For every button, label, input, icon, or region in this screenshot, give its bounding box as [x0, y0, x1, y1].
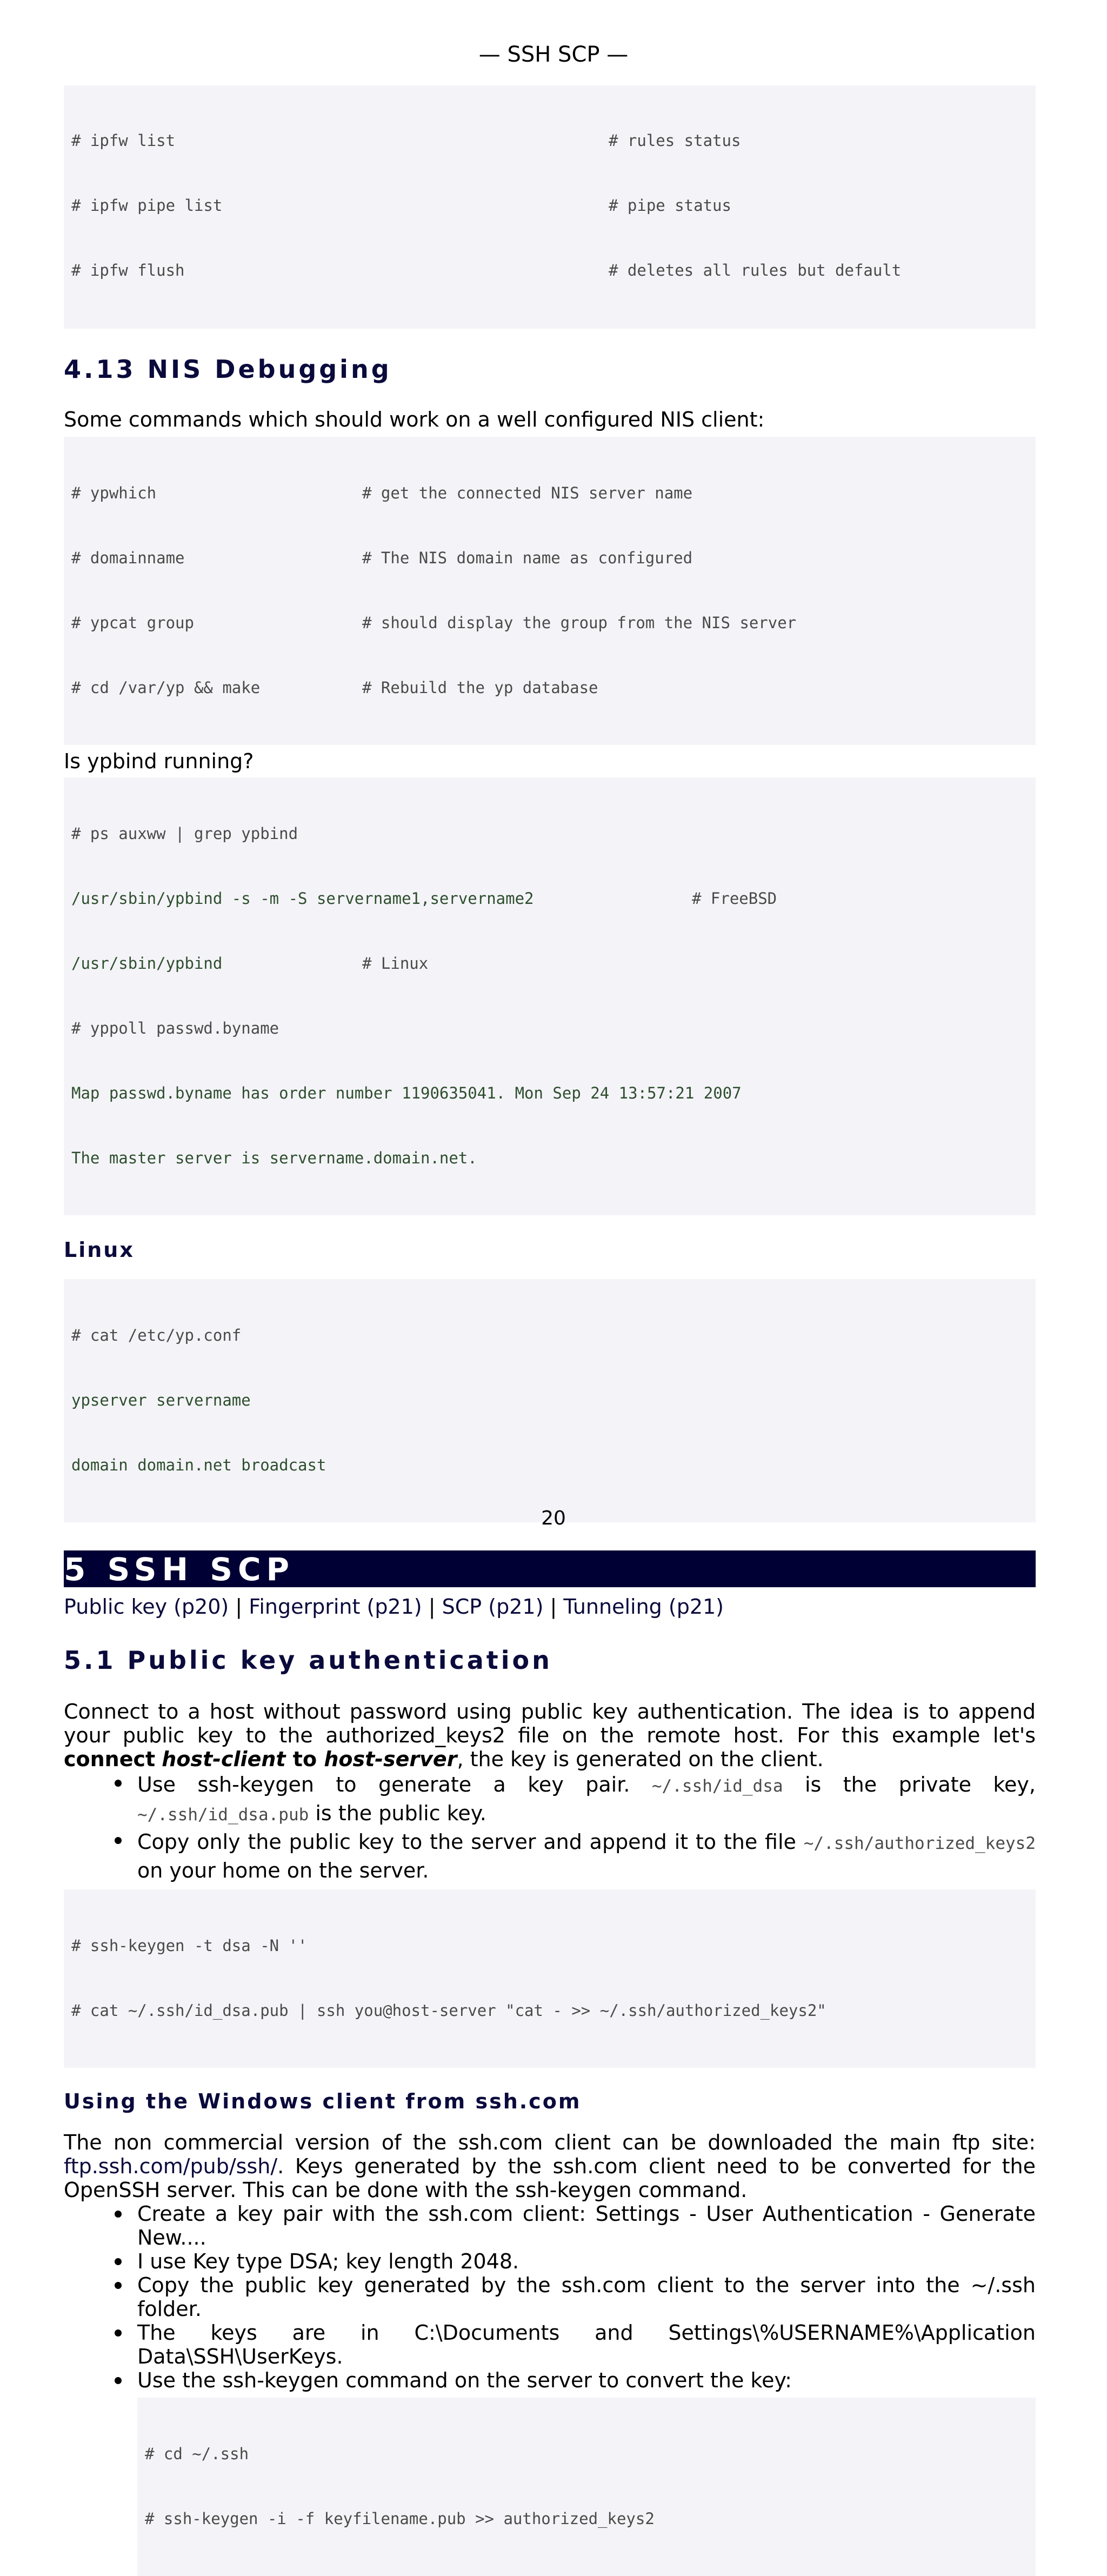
subheading-windows-client: Using the Windows client from ssh.com [64, 2089, 582, 2113]
windows-paragraph [64, 2131, 1036, 2202]
chapter-nav [64, 1595, 1036, 1619]
code-line [71, 1147, 1028, 1169]
code-comment: # get the connected NIS server name [362, 484, 693, 502]
text: is the public key. [315, 1801, 486, 1825]
code-output: Map passwd.byname has order number 1190635041. Mon Sep 24 13:57:21 2007 [71, 1084, 742, 1102]
nis-intro: Some commands which should work on a well configured NIS client: [64, 408, 765, 431]
list-item [137, 1771, 1036, 1828]
code-line [71, 259, 1028, 281]
code-command: # ipfw list [71, 131, 176, 150]
code-line [71, 130, 1028, 151]
code-line [71, 195, 1028, 216]
list-item: Copy the public key generated by the ssh.com client to the server into the ~/.ssh folder. [137, 2273, 1036, 2321]
code-comment: # Linux [362, 954, 429, 973]
code-block-ypbind [64, 777, 1036, 1215]
code-command: # ssh-keygen -i -f keyfilename.pub >> authorized_keys2 [145, 2510, 655, 2528]
inline-code: ~/.ssh/id_dsa.pub [137, 1805, 309, 1825]
code-line [71, 1324, 1028, 1346]
code-comment: # rules status [609, 131, 741, 150]
list-item [137, 1828, 1036, 1884]
code-output: domain domain.net broadcast [71, 1456, 326, 1474]
code-command: # yppoll passwd.byname [71, 1019, 279, 1037]
code-command: # ypwhich [71, 484, 157, 502]
list-item: Use the ssh-keygen command on the server to convert the key: [137, 2368, 1036, 2392]
text: Use ssh-keygen to generate a key pair. [137, 1773, 630, 1796]
inline-code: ~/.ssh/id_dsa [651, 1776, 783, 1796]
section-heading-public-key: 5.1 Public key authentication [64, 1646, 552, 1675]
list-item: The keys are in C:\Documents and Settings\%USERNAME%\Application Data\SSH\UserKeys. [137, 2321, 1036, 2368]
code-line [71, 823, 1028, 844]
code-command: # ssh-keygen -t dsa -N '' [71, 1936, 308, 1955]
code-command: # cat /etc/yp.conf [71, 1326, 242, 1344]
text-bold: to [285, 1747, 324, 1771]
code-command: # cd /var/yp && make [71, 678, 261, 697]
text-bold-italic: host-client [162, 1747, 286, 1771]
text: on your home on the server. [137, 1859, 429, 1882]
code-line [71, 1389, 1028, 1411]
code-block-ipfw [64, 85, 1036, 329]
text: The non commercial version of the ssh.com client can be downloaded the main ftp site: [64, 2131, 1036, 2154]
code-comment: # pipe status [609, 196, 731, 215]
code-block-ssh-keygen [64, 1889, 1036, 2068]
nav-link-public-key[interactable]: Public key (p20) [64, 1595, 229, 1619]
code-line [145, 2508, 1028, 2530]
list-item: I use Key type DSA; key length 2048. [137, 2249, 1036, 2273]
code-line [71, 953, 1028, 974]
text: is the private key, [804, 1773, 1036, 1796]
text: Connect to a host without password using public key authentication. The idea is to append your public key to the authorized_keys2 file on the remote host. For this example let's [64, 1700, 1036, 1747]
nav-link-scp[interactable]: SCP (p21) [442, 1595, 544, 1619]
code-command: /usr/sbin/ypbind [71, 954, 223, 973]
code-comment: # should display the group from the NIS server [362, 614, 797, 632]
inline-code: ~/.ssh/authorized_keys2 [803, 1834, 1036, 1853]
code-command: # domainname [71, 549, 185, 567]
code-line [145, 2443, 1028, 2465]
ftp-link[interactable]: ftp.ssh.com/pub/ssh/ [64, 2154, 278, 2178]
nav-separator: | [550, 1595, 557, 1619]
code-line [71, 1454, 1028, 1476]
public-key-bullets [64, 1771, 1036, 1884]
code-comment: # The NIS domain name as configured [362, 549, 693, 567]
code-line [71, 482, 1028, 504]
code-command: /usr/sbin/ypbind -s -m -S servername1,servername2 [71, 889, 534, 908]
code-line [71, 1017, 1028, 1039]
list-item: Create a key pair with the ssh.com client: Settings - User Authentication - Generate New.... [137, 2202, 1036, 2249]
code-line [71, 1082, 1028, 1104]
code-line [71, 612, 1028, 634]
running-header: — SSH SCP — [478, 42, 629, 67]
nav-separator: | [428, 1595, 436, 1619]
code-output: The master server is servername.domain.net. [71, 1149, 477, 1167]
nav-separator: | [235, 1595, 243, 1619]
code-output: ypserver servername [71, 1391, 251, 1409]
ypbind-question: Is ypbind running? [64, 749, 254, 773]
subheading-linux: Linux [64, 1238, 135, 1262]
code-command: # ipfw pipe list [71, 196, 223, 215]
code-line [71, 2000, 1028, 2021]
code-command: # ipfw flush [71, 261, 185, 279]
page-content [64, 85, 1036, 2576]
code-line [71, 1935, 1028, 1956]
section-heading-nis: 4.13 NIS Debugging [64, 355, 392, 384]
chapter-heading: 5 SSH SCP [64, 1550, 1036, 1587]
code-block-convert-key [137, 2398, 1036, 2576]
code-line [71, 888, 1028, 909]
text: , the key is generated on the client. [457, 1747, 824, 1771]
code-block-linux [64, 1279, 1036, 1522]
public-key-paragraph [64, 1700, 1036, 1771]
nav-link-fingerprint[interactable]: Fingerprint (p21) [249, 1595, 422, 1619]
code-command: # ypcat group [71, 614, 194, 632]
page-number: 20 [541, 1507, 566, 1529]
code-command: # cd ~/.ssh [145, 2445, 249, 2463]
code-line [71, 677, 1028, 698]
code-command: # ps auxww | grep ypbind [71, 824, 298, 843]
nav-link-tunneling[interactable]: Tunneling (p21) [563, 1595, 724, 1619]
windows-bullets [64, 2202, 1036, 2392]
code-comment: # Rebuild the yp database [362, 678, 598, 697]
text: Copy only the public key to the server and append it to the file [137, 1830, 796, 1854]
code-command: # cat ~/.ssh/id_dsa.pub | ssh you@host-server "cat - >> ~/.ssh/authorized_keys2" [71, 2001, 826, 2020]
code-line [71, 547, 1028, 569]
text-bold: connect [64, 1747, 156, 1771]
text: . Keys generated by the ssh.com client need to be converted for the OpenSSH server. This can be done with the ssh-keygen command. [64, 2154, 1036, 2202]
code-block-nis-commands [64, 437, 1036, 745]
text-bold-italic: host-server [324, 1747, 457, 1771]
code-comment: # deletes all rules but default [609, 261, 902, 279]
code-comment: # FreeBSD [692, 889, 777, 908]
